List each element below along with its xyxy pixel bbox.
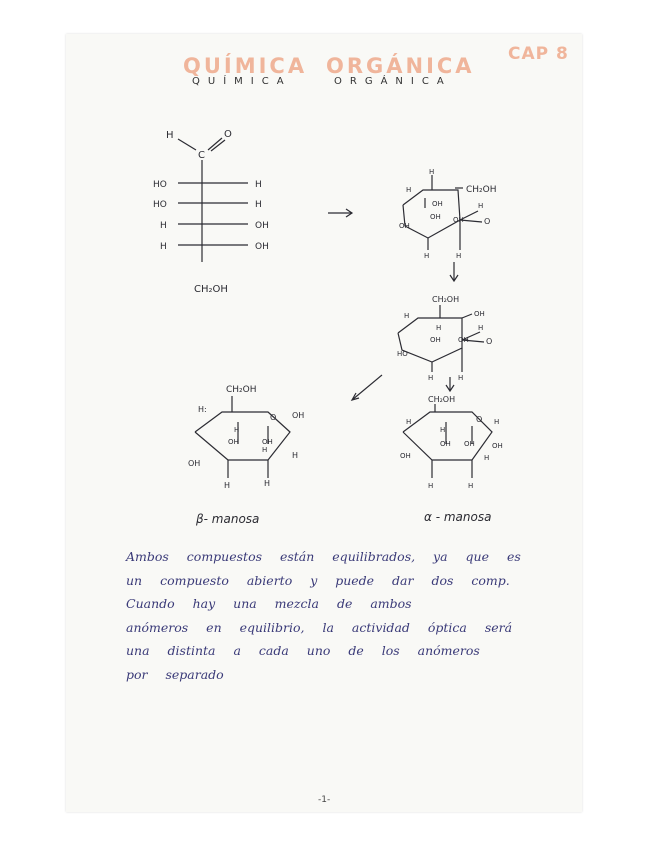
- fischer-row-1-left: HO: [153, 180, 167, 190]
- mid-label: OH: [458, 336, 469, 344]
- paragraph-line: Cuando hay una mezcla de ambos: [126, 596, 412, 611]
- alpha-label: OH: [400, 452, 411, 460]
- fischer-row-1-right: H: [255, 180, 262, 190]
- alpha-label: OH: [440, 440, 451, 448]
- open-label: H: [406, 186, 412, 194]
- beta-label: H: [262, 446, 268, 454]
- chapter-label: CAP 8: [508, 44, 569, 64]
- title-highlight-left: QUÍMICA: [183, 54, 308, 78]
- mid-label: H: [478, 324, 484, 332]
- alpha-caption: α - manosa: [424, 510, 492, 524]
- fischer-row-4-left: H: [160, 242, 167, 252]
- open-ch2oh: CH₂OH: [466, 185, 497, 195]
- open-label: H: [424, 252, 430, 260]
- alpha-label: H: [406, 418, 412, 426]
- alpha-label: H: [428, 482, 434, 490]
- open-label: OH: [453, 216, 464, 224]
- alpha-label: H: [440, 426, 446, 434]
- beta-caption: β- manosa: [196, 512, 260, 526]
- mid-label: OH: [474, 310, 485, 318]
- explanation-paragraph: [126, 549, 566, 690]
- open-label: OH: [432, 200, 443, 208]
- open-label: OH: [399, 222, 410, 230]
- fischer-aldehyde-h: H: [166, 130, 174, 141]
- open-label: H: [478, 202, 484, 210]
- beta-label: OH: [262, 438, 273, 446]
- beta-label: H: [234, 426, 240, 434]
- title-right: ORGÁNICA: [334, 76, 452, 87]
- beta-label: OH: [188, 459, 201, 468]
- open-label: O: [484, 217, 491, 226]
- alpha-label: H: [468, 482, 474, 490]
- alpha-label: OH: [492, 442, 503, 450]
- mid-label: OH: [430, 336, 441, 344]
- beta-label: H: [224, 481, 231, 490]
- mid-label: H: [404, 312, 410, 320]
- fischer-row-2-left: HO: [153, 200, 167, 210]
- paragraph-line: por separado: [126, 666, 224, 682]
- alpha-label: O: [476, 415, 483, 424]
- open-top-h: H: [429, 168, 435, 176]
- fischer-carbonyl-c: C: [198, 150, 205, 161]
- fischer-row-3-left: H: [160, 221, 167, 231]
- beta-label: OH: [228, 438, 239, 446]
- beta-label: O: [270, 413, 277, 422]
- mid-ch2oh: CH₂OH: [432, 295, 460, 304]
- beta-label: H: [264, 479, 271, 488]
- fischer-row-3-right: OH: [255, 221, 269, 231]
- title-left: QUÍMICA: [192, 76, 292, 87]
- mid-label: HO: [397, 350, 408, 358]
- open-label: OH: [430, 213, 441, 221]
- page-number: -1-: [318, 795, 331, 805]
- alpha-label: H: [484, 454, 490, 462]
- fischer-bottom: CH₂OH: [194, 284, 228, 295]
- beta-label: H: [292, 451, 299, 460]
- mid-label: H: [428, 374, 434, 382]
- title-highlight-right: ORGÁNICA: [326, 54, 475, 78]
- open-label: H: [456, 252, 462, 260]
- alpha-label: H: [494, 418, 500, 426]
- alpha-ch2oh: CH₂OH: [428, 395, 456, 404]
- beta-label: OH: [292, 411, 305, 420]
- fischer-row-4-right: OH: [255, 242, 269, 252]
- paragraph-line: una distinta a cada uno de los anómeros: [126, 643, 480, 658]
- alpha-label: OH: [464, 440, 475, 448]
- paragraph-line: Ambos compuestos están equilibrados, ya que es: [126, 549, 521, 564]
- fischer-row-2-right: H: [255, 200, 262, 210]
- beta-label: H:: [198, 405, 207, 414]
- mid-label: H: [436, 324, 442, 332]
- beta-ch2oh: CH₂OH: [226, 385, 257, 395]
- mid-label: H: [458, 374, 464, 382]
- mid-label: O: [486, 337, 493, 346]
- paragraph-line: anómeros en equilibrio, la actividad óptica será: [126, 619, 513, 635]
- paragraph-line: un compuesto abierto y puede dar dos comp.: [126, 572, 510, 588]
- fischer-carbonyl-o: O: [224, 129, 232, 140]
